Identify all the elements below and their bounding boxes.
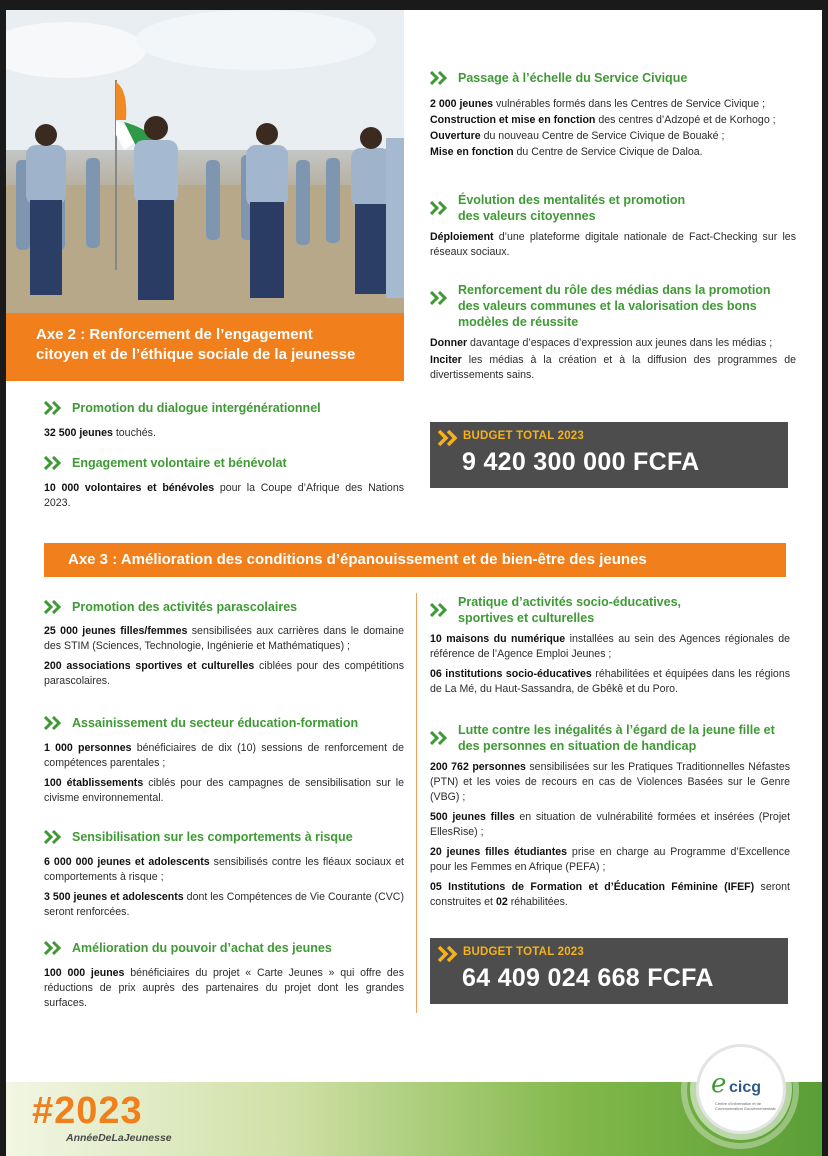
section-body-pouvoir-achat: 100 000 jeunes bénéficiaires du projet « Carte Jeunes » qui offre des réductions de prix auprès des partenaires du projet dont les grandes surfaces. xyxy=(44,967,404,1009)
chevron-right-icon xyxy=(44,600,64,614)
budget-amount: 64 409 024 668 FCFA xyxy=(462,964,714,992)
section-body-parascolaires: 25 000 jeunes filles/femmes sensibilisées aux carrières dans le domaine des STIM (Sciences, Technologie, Ingénierie et Mathématiques) ; 200 associations sportives et culturelles ciblées pour des compétitions parascolaires. xyxy=(44,625,404,687)
section-body-risque: 6 000 000 jeunes et adolescents sensibilisés contre les fléaux sociaux et comportements à risque ; 3 500 jeunes et adolescents dont les Compétences de Vie Courante (CVC) seront renforcées. xyxy=(44,856,404,918)
section-body-education: 1 000 personnes bénéficiaires de dix (10) sessions de renforcement de compétences parentales ; 100 établissements ciblés pour des campagnes de sensibilisation sur le civisme environnemental. xyxy=(44,742,404,804)
section-body-mentalites: Déploiement d’une plateforme digitale nationale de Fact-Checking sur les réseaux sociaux. xyxy=(430,231,796,258)
axe3-banner: Axe 3 : Amélioration des conditions d’épanouissement et de bien-être des jeunes xyxy=(44,543,786,577)
section-title-volontariat: Engagement volontaire et bénévolat xyxy=(44,455,394,471)
column-divider xyxy=(416,593,417,1013)
section-title-medias: Renforcement du rôle des médias dans la promotion des valeurs communes et la valorisation des bons modèles de réussite xyxy=(430,282,810,330)
budget-box-axe2 xyxy=(430,422,788,488)
section-title-mentalites: Évolution des mentalités et promotion des valeurs citoyennes xyxy=(430,192,810,224)
budget-label: BUDGET TOTAL 2023 xyxy=(463,946,584,958)
axe2-banner-line2: citoyen et de l’éthique sociale de la jeunesse xyxy=(36,346,356,363)
chevron-right-icon xyxy=(430,603,450,617)
chevron-right-icon xyxy=(44,830,64,844)
hashtag-subtitle: AnnéeDeLaJeunesse xyxy=(66,1132,172,1144)
section-title-inegalites: Lutte contre les inégalités à l’égard de la jeune fille et des personnes en situation de handicap xyxy=(430,722,800,754)
section-title-pouvoir-achat: Amélioration du pouvoir d’achat des jeunes xyxy=(44,940,404,956)
chevron-right-icon xyxy=(430,71,450,85)
chevron-right-icon xyxy=(430,201,450,215)
section-body-medias: Donner davantage d’espaces d’expression aux jeunes dans les médias ; Inciter les médias à la création et à la diffusion des programmes de divertissements sains. xyxy=(430,337,796,381)
section-body-inegalites: 200 762 personnes sensibilisées sur les Pratiques Traditionnelles Néfastes (PTN) et les voies de recours en cas de Violences Basées sur le Genre (VBG) ; 500 jeunes filles en situation de vulnérabilité formées et insérées (Projet EllesRise) ; 20 jeunes filles étudiantes prise en charge au Programme d’Excellence pour les Femmes en Afrique (PEFA) ; 05 Institutions de Formation et d’Éducation Féminine (IFEF) seront construites et 02 réhabilitées. xyxy=(430,761,791,908)
section-body-service-civique: 2 000 jeunes vulnérables formés dans les Centres de Service Civique ; Construction et mise en fonction des centres d’Adzopé et de Korhogo ; Ouverture du nouveau Centre de Service Civique de Bouaké ; Mise en fonction du Centre de Service Civique de Daloa. xyxy=(430,98,776,158)
chevron-right-icon xyxy=(44,941,64,955)
section-title-service-civique: Passage à l’échelle du Service Civique xyxy=(430,70,810,86)
chevron-right-icon xyxy=(44,401,64,415)
budget-amount: 9 420 300 000 FCFA xyxy=(462,448,700,476)
budget-label: BUDGET TOTAL 2023 xyxy=(463,430,584,442)
section-body-dialogue: 32 500 jeunes touchés. xyxy=(44,427,156,439)
budget-box-axe3 xyxy=(430,938,788,1004)
axe2-banner xyxy=(6,313,404,381)
section-body-volontariat: 10 000 volontaires et bénévoles pour la Coupe d’Afrique des Nations 2023. xyxy=(44,482,405,509)
chevron-right-icon xyxy=(44,716,64,730)
section-title-parascolaires: Promotion des activités parascolaires xyxy=(44,599,404,615)
cicg-logo-name: cicg xyxy=(729,1079,762,1096)
cicg-logo xyxy=(696,1044,786,1134)
section-title-education: Assainissement du secteur éducation-formation xyxy=(44,715,404,731)
hashtag-2023: #2023 xyxy=(32,1090,143,1132)
cicg-logo-tagline: Centre d'Information et de Communication Gouvernementale xyxy=(715,1101,776,1111)
cadets-photo xyxy=(6,10,404,315)
infographic-page xyxy=(6,10,822,1156)
chevron-right-icon xyxy=(438,946,460,962)
chevron-right-icon xyxy=(430,731,450,745)
cicg-logo-mark: e xyxy=(711,1069,727,1099)
chevron-right-icon xyxy=(438,430,460,446)
section-title-risque: Sensibilisation sur les comportements à risque xyxy=(44,829,404,845)
section-title-dialogue: Promotion du dialogue intergénérationnel xyxy=(44,400,394,416)
cadets-illustration xyxy=(6,10,404,315)
axe2-banner-line1: Axe 2 : Renforcement de l’engagement xyxy=(36,326,313,343)
chevron-right-icon xyxy=(430,291,450,305)
section-title-socio-educatives: Pratique d’activités socio-éducatives, sportives et culturelles xyxy=(430,594,800,626)
chevron-right-icon xyxy=(44,456,64,470)
section-body-socio-educatives: 10 maisons du numérique installées au sein des Agences régionales de référence de l’Agence Emploi Jeunes ; 06 institutions socio-éducatives réhabilitées et équipées dans les régions de La Mé, du Haut-Sassandra, de Gbêkê et du Poro. xyxy=(430,633,791,695)
